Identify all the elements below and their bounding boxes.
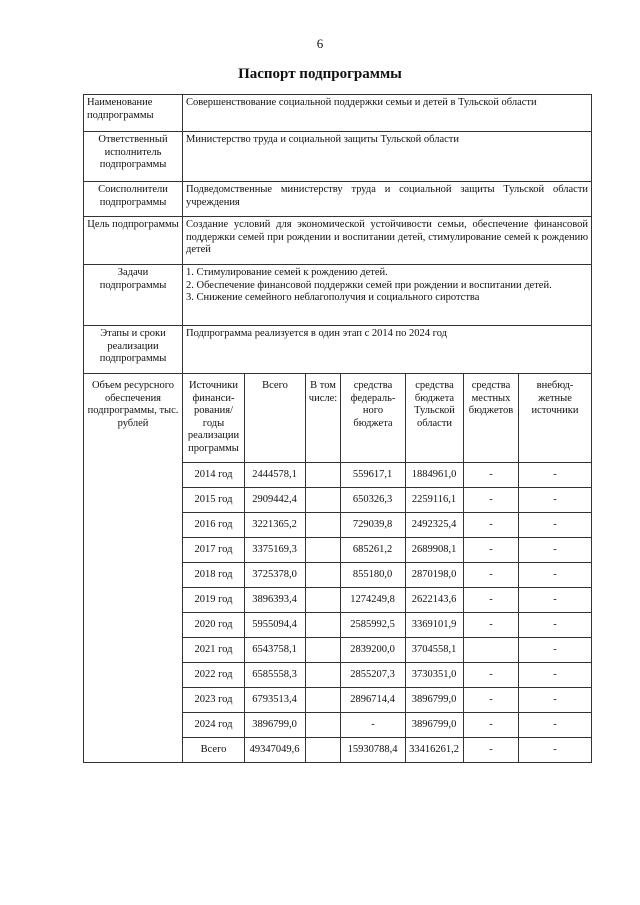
total-cell: 2909442,4: [245, 488, 306, 513]
federal-cell: 559617,1: [341, 463, 406, 488]
row-label: Задачи подпрограммы: [84, 265, 183, 326]
empty-cell: [306, 488, 341, 513]
year-cell: 2021 год: [183, 638, 245, 663]
header-source: Источники финанси-рования/ годы реализации программы: [183, 374, 245, 463]
year-cell: 2019 год: [183, 588, 245, 613]
table-row-stages: [84, 326, 592, 374]
empty-cell: [306, 463, 341, 488]
row-label: Соисполнители подпрограммы: [84, 182, 183, 217]
row-label: Этапы и сроки реализации подпрограммы: [84, 326, 183, 374]
total-cell: 5955094,4: [245, 613, 306, 638]
offbudget-cell: -: [519, 713, 592, 738]
local-cell: -: [464, 738, 519, 763]
offbudget-cell: -: [519, 738, 592, 763]
offbudget-cell: -: [519, 688, 592, 713]
header-incl: В том числе:: [306, 374, 341, 463]
empty-cell: [306, 563, 341, 588]
year-cell: 2015 год: [183, 488, 245, 513]
local-cell: -: [464, 613, 519, 638]
table-row-tasks: [84, 265, 592, 326]
task-item: 1. Стимулирование семей к рождению детей.: [186, 267, 388, 278]
header-regional: средства бюджета Тульской области: [406, 374, 464, 463]
finance-label: Объем ресурсного обеспечения подпрограммы, тыс. рублей: [84, 374, 183, 763]
regional-cell: 3704558,1: [406, 638, 464, 663]
finance-header-row: [84, 374, 592, 463]
table-row-name: [84, 95, 592, 132]
federal-cell: 650326,3: [341, 488, 406, 513]
tasks-list: [183, 265, 592, 326]
page-title: Паспорт подпрограммы: [238, 66, 402, 82]
federal-cell: 729039,8: [341, 513, 406, 538]
federal-cell: 15930788,4: [341, 738, 406, 763]
year-cell: Всего: [183, 738, 245, 763]
federal-cell: 2585992,5: [341, 613, 406, 638]
federal-cell: 685261,2: [341, 538, 406, 563]
table-row-goal: [84, 217, 592, 265]
local-cell: -: [464, 488, 519, 513]
federal-cell: 855180,0: [341, 563, 406, 588]
row-value: Создание условий для экономической устойчивости семьи, обеспечение финансовой поддержки семей при рождении и воспитании детей, стимулирование семей к рождению детей: [183, 217, 592, 265]
year-cell: 2014 год: [183, 463, 245, 488]
local-cell: -: [464, 538, 519, 563]
federal-cell: 2839200,0: [341, 638, 406, 663]
empty-cell: [306, 638, 341, 663]
regional-cell: 3896799,0: [406, 713, 464, 738]
year-cell: 2024 год: [183, 713, 245, 738]
row-value: Министерство труда и социальной защиты Тульской области: [183, 132, 592, 182]
empty-cell: [306, 588, 341, 613]
local-cell: -: [464, 463, 519, 488]
local-cell: [464, 638, 519, 663]
total-cell: 6543758,1: [245, 638, 306, 663]
header-local: средства местных бюджетов: [464, 374, 519, 463]
empty-cell: [306, 738, 341, 763]
empty-cell: [306, 613, 341, 638]
offbudget-cell: -: [519, 563, 592, 588]
federal-cell: -: [341, 713, 406, 738]
row-label: Цель подпрограммы: [84, 217, 183, 265]
passport-table: [83, 94, 592, 763]
total-cell: 3896393,4: [245, 588, 306, 613]
row-value: Подпрограмма реализуется в один этап с 2014 по 2024 год: [183, 326, 592, 374]
federal-cell: 1274249,8: [341, 588, 406, 613]
local-cell: -: [464, 688, 519, 713]
regional-cell: 2259116,1: [406, 488, 464, 513]
total-cell: 6585558,3: [245, 663, 306, 688]
local-cell: -: [464, 513, 519, 538]
header-offbudget: внебюд-жетные источники: [519, 374, 592, 463]
page-number: 6: [316, 36, 324, 51]
regional-cell: 33416261,2: [406, 738, 464, 763]
task-item: 2. Обеспечение финансовой поддержки семей при рождении и воспитании детей.: [186, 279, 552, 291]
offbudget-cell: -: [519, 538, 592, 563]
total-cell: 3725378,0: [245, 563, 306, 588]
regional-cell: 1884961,0: [406, 463, 464, 488]
offbudget-cell: -: [519, 463, 592, 488]
header-total: Всего: [245, 374, 306, 463]
offbudget-cell: -: [519, 488, 592, 513]
regional-cell: 2492325,4: [406, 513, 464, 538]
empty-cell: [306, 513, 341, 538]
total-cell: 3375169,3: [245, 538, 306, 563]
total-cell: 3221365,2: [245, 513, 306, 538]
empty-cell: [306, 538, 341, 563]
regional-cell: 3369101,9: [406, 613, 464, 638]
local-cell: -: [464, 663, 519, 688]
row-value: Совершенствование социальной поддержки семьи и детей в Тульской области: [183, 95, 592, 132]
year-cell: 2023 год: [183, 688, 245, 713]
offbudget-cell: -: [519, 588, 592, 613]
offbudget-cell: -: [519, 513, 592, 538]
regional-cell: 2870198,0: [406, 563, 464, 588]
year-cell: 2020 год: [183, 613, 245, 638]
table-row-coexecutors: [84, 182, 592, 217]
regional-cell: 3896799,0: [406, 688, 464, 713]
year-cell: 2017 год: [183, 538, 245, 563]
year-cell: 2018 год: [183, 563, 245, 588]
year-cell: 2022 год: [183, 663, 245, 688]
regional-cell: 3730351,0: [406, 663, 464, 688]
federal-cell: 2855207,3: [341, 663, 406, 688]
total-cell: 3896799,0: [245, 713, 306, 738]
local-cell: -: [464, 713, 519, 738]
total-cell: 49347049,6: [245, 738, 306, 763]
task-item: 3. Снижение семейного неблагополучия и социального сиротства: [186, 292, 480, 304]
table-row-executor: [84, 132, 592, 182]
empty-cell: [306, 663, 341, 688]
row-label: Наименование подпрограммы: [84, 95, 183, 132]
offbudget-cell: -: [519, 663, 592, 688]
local-cell: -: [464, 563, 519, 588]
total-cell: 6793513,4: [245, 688, 306, 713]
regional-cell: 2622143,6: [406, 588, 464, 613]
empty-cell: [306, 688, 341, 713]
row-value: Подведомственные министерству труда и социальной защиты Тульской области учреждения: [183, 182, 592, 217]
offbudget-cell: -: [519, 638, 592, 663]
row-label: Ответственный исполнитель подпрограммы: [84, 132, 183, 182]
federal-cell: 2896714,4: [341, 688, 406, 713]
local-cell: -: [464, 588, 519, 613]
empty-cell: [306, 713, 341, 738]
regional-cell: 2689908,1: [406, 538, 464, 563]
year-cell: 2016 год: [183, 513, 245, 538]
total-cell: 2444578,1: [245, 463, 306, 488]
header-federal: средства федераль-ного бюджета: [341, 374, 406, 463]
offbudget-cell: -: [519, 613, 592, 638]
